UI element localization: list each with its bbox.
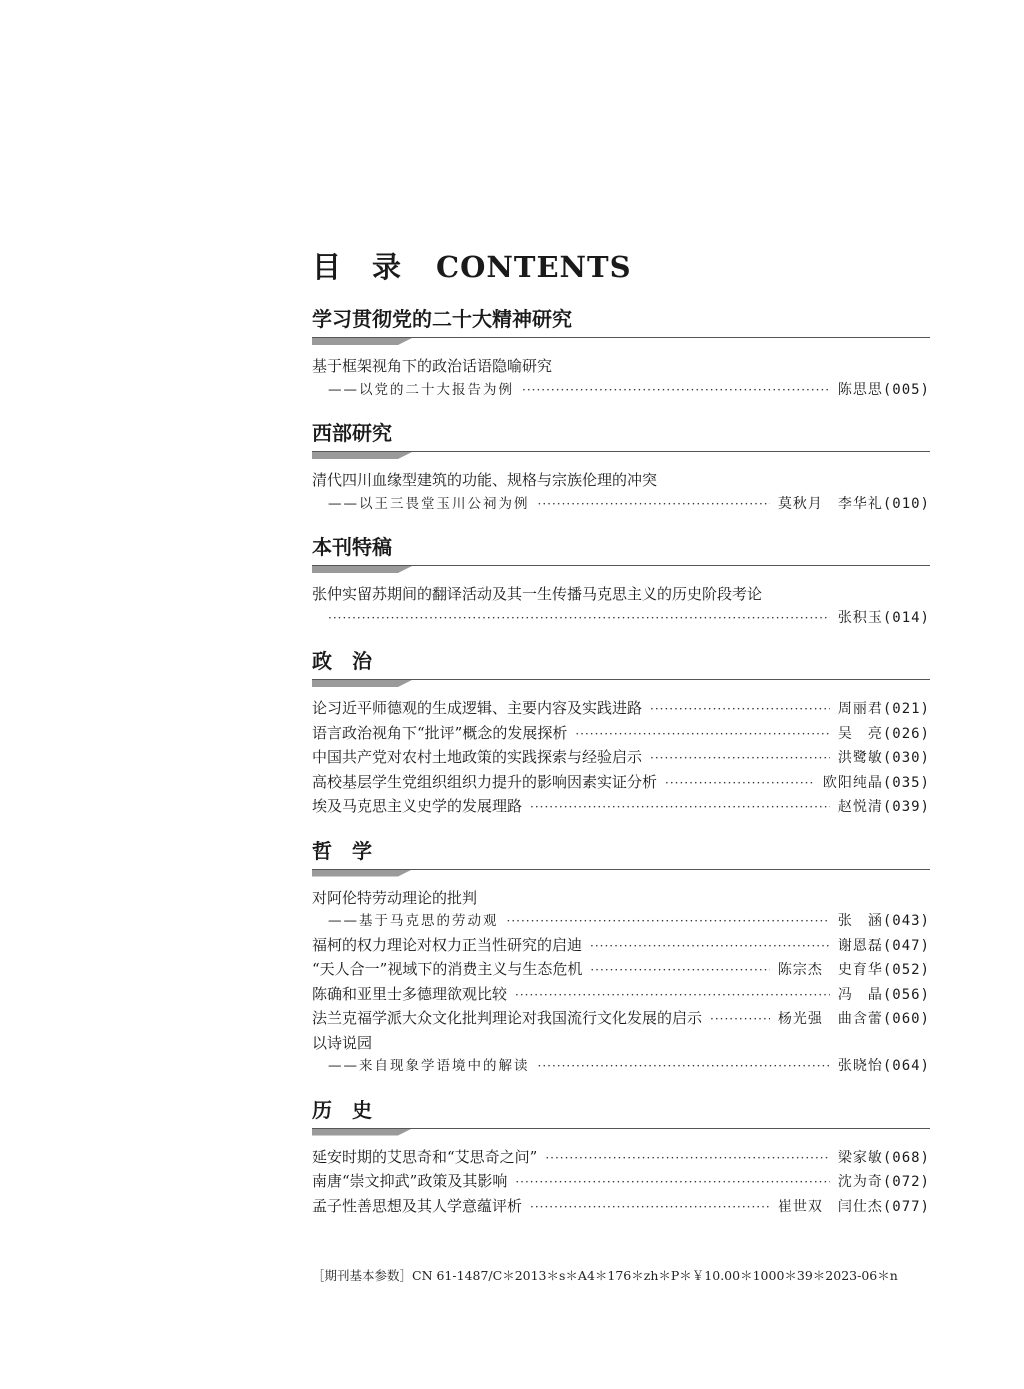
entry-title: 中国共产党对农村土地政策的实践探索与经验启示 <box>312 748 643 766</box>
entry-author-page: 欧阳纯晶(035) <box>822 774 930 791</box>
entry-author-page: 莫秋月 李华礼(010) <box>777 495 930 512</box>
rule-line <box>312 679 930 680</box>
dot-leader <box>665 772 815 796</box>
entry-author-page: 梁家敏(068) <box>837 1149 930 1166</box>
toc-section <box>312 420 930 516</box>
rule-bar <box>312 680 412 687</box>
toc-section <box>312 534 930 630</box>
toc-entry[interactable] <box>312 1032 930 1079</box>
section-rule <box>312 336 930 346</box>
toc-entry[interactable] <box>312 746 930 771</box>
toc-entry[interactable] <box>312 722 930 747</box>
dot-leader <box>507 910 830 934</box>
dot-leader <box>538 1055 830 1079</box>
rule-bar <box>312 452 412 459</box>
section-heading: 历 史 <box>312 1097 372 1122</box>
section-heading: 学习贯彻党的二十大精神研究 <box>312 307 572 331</box>
section-rule <box>312 1127 930 1137</box>
toc-entry[interactable] <box>312 771 930 796</box>
entry-title: 福柯的权力理论对权力正当性研究的启迪 <box>312 935 583 954</box>
section-rule <box>312 678 930 688</box>
section-rule <box>312 450 930 460</box>
section-heading: 政 治 <box>312 649 372 673</box>
entry-row <box>312 1195 930 1220</box>
entry-subtitle: ——来自现象学语境中的解读 <box>328 1058 530 1074</box>
entry-author-page: 张晓怡(064) <box>837 1058 930 1074</box>
entry-row <box>312 1170 930 1195</box>
page-title <box>312 248 930 286</box>
rule-line <box>312 869 930 870</box>
entry-author-page: 陈思思(005) <box>837 381 930 398</box>
entry-title: “天人合一”视域下的消费主义与生态危机 <box>312 960 583 978</box>
entry-row <box>312 958 930 983</box>
section-heading: 西部研究 <box>312 421 392 445</box>
entry-author-page: 崔世双 闫仕杰(077) <box>777 1198 930 1215</box>
section-heading: 本刊特稿 <box>312 535 392 559</box>
entry-title: 陈确和亚里士多德理欲观比较 <box>312 984 508 1003</box>
dot-leader <box>710 1008 770 1032</box>
toc-section <box>312 306 930 402</box>
entry-row <box>312 1007 930 1032</box>
table-of-contents <box>312 248 930 1237</box>
entry-title: 南唐“崇文抑武”政策及其影响 <box>312 1172 508 1190</box>
toc-section <box>312 648 930 820</box>
dot-leader <box>515 1171 830 1195</box>
dot-leader <box>650 698 830 722</box>
toc-section <box>312 1097 930 1220</box>
entry-title: 以诗说园 <box>312 1033 373 1052</box>
entry-leader-row <box>312 607 930 631</box>
entry-author-page: 杨光强 曲含蕾(060) <box>777 1011 930 1027</box>
entry-author-page: 吴 亮(026) <box>837 725 930 742</box>
entry-author-page: 陈宗杰 史育华(052) <box>777 962 930 978</box>
entry-subtitle-row <box>312 379 930 403</box>
entry-author-page: 冯 晶(056) <box>837 986 930 1003</box>
toc-entry[interactable] <box>312 934 930 959</box>
entry-title: 基于框架视角下的政治话语隐喻研究 <box>312 357 553 375</box>
entry-subtitle: ——基于马克思的劳动观 <box>328 913 499 929</box>
dot-leader <box>575 723 830 747</box>
entry-row <box>312 934 930 959</box>
entry-subtitle-row <box>312 910 930 934</box>
section-rule <box>312 564 930 574</box>
rule-bar <box>312 566 412 573</box>
dot-leader <box>328 607 830 631</box>
dot-leader <box>530 796 830 820</box>
entry-author-page: 张 涵(043) <box>837 913 930 929</box>
rule-bar <box>312 338 412 345</box>
title-cn: 目 录 <box>312 250 403 284</box>
dot-leader <box>515 984 830 1008</box>
dot-leader <box>590 935 830 959</box>
dot-leader <box>590 959 770 983</box>
entry-author-page: 沈为奇(072) <box>837 1174 930 1190</box>
entry-row <box>312 1146 930 1171</box>
toc-entry[interactable] <box>312 583 930 630</box>
toc-entry[interactable] <box>312 697 930 722</box>
rule-line <box>312 451 930 452</box>
toc-section <box>312 838 930 1079</box>
toc-entry[interactable] <box>312 355 930 402</box>
title-en: CONTENTS <box>436 250 632 284</box>
toc-entry[interactable] <box>312 1170 930 1195</box>
rule-bar <box>312 870 412 877</box>
entry-title: 语言政治视角下“批评”概念的发展探析 <box>312 723 568 742</box>
entry-row <box>312 697 930 722</box>
rule-line <box>312 1128 930 1129</box>
entry-title: 清代四川血缘型建筑的功能、规格与宗族伦理的冲突 <box>312 471 658 489</box>
toc-entry[interactable] <box>312 469 930 516</box>
entry-title: 法兰克福学派大众文化批判理论对我国流行文化发展的启示 <box>312 1009 703 1027</box>
dot-leader <box>650 747 830 771</box>
rule-bar <box>312 1129 412 1136</box>
entry-author-page: 谢恩磊(047) <box>837 937 930 954</box>
entry-title: 孟子性善思想及其人学意蕴评析 <box>312 1196 523 1215</box>
entry-author-page: 洪鹭敏(030) <box>837 750 930 766</box>
entry-row <box>312 983 930 1008</box>
section-heading: 哲 学 <box>312 838 372 863</box>
entry-subtitle-row <box>312 1055 930 1079</box>
dot-leader <box>545 1147 830 1171</box>
entry-title: 高校基层学生党组织组织力提升的影响因素实证分析 <box>312 772 658 791</box>
entry-author-page: 张积玉(014) <box>837 609 930 626</box>
toc-entry[interactable] <box>312 1146 930 1171</box>
entry-row <box>312 771 930 796</box>
entry-subtitle: ——以党的二十大报告为例 <box>328 381 514 398</box>
dot-leader <box>530 1196 770 1220</box>
sections-list <box>312 306 930 1219</box>
journal-parameters: ［期刊基本参数］CN 61-1487/C＊2013＊s＊A4＊176＊zh＊P＊￥10.00＊1000＊39＊2023-06＊n <box>312 1268 898 1283</box>
entry-row <box>312 746 930 771</box>
entry-title: 延安时期的艾思奇和“艾思奇之问” <box>312 1147 538 1166</box>
entry-row <box>312 722 930 747</box>
toc-entry[interactable] <box>312 1007 930 1032</box>
entry-title: 埃及马克思主义史学的发展理路 <box>312 797 523 815</box>
rule-line <box>312 565 930 566</box>
section-rule <box>312 868 930 878</box>
toc-entry[interactable] <box>312 795 930 820</box>
toc-entry[interactable] <box>312 887 930 934</box>
toc-entry[interactable] <box>312 1195 930 1220</box>
entry-title: 张仲实留苏期间的翻译活动及其一生传播马克思主义的历史阶段考论 <box>312 585 763 603</box>
toc-entry[interactable] <box>312 983 930 1008</box>
entry-row <box>312 795 930 820</box>
entry-author-page: 赵悦清(039) <box>837 799 930 815</box>
entry-title: 对阿伦特劳动理论的批判 <box>312 888 478 907</box>
toc-entry[interactable] <box>312 958 930 983</box>
rule-line <box>312 337 930 338</box>
entry-subtitle-row <box>312 493 930 517</box>
entry-author-page: 周丽君(021) <box>837 701 930 717</box>
entry-title: 论习近平师德观的生成逻辑、主要内容及实践进路 <box>312 699 643 717</box>
dot-leader <box>538 493 770 517</box>
entry-subtitle: ——以王三畏堂玉川公祠为例 <box>328 495 530 512</box>
dot-leader <box>522 379 830 403</box>
